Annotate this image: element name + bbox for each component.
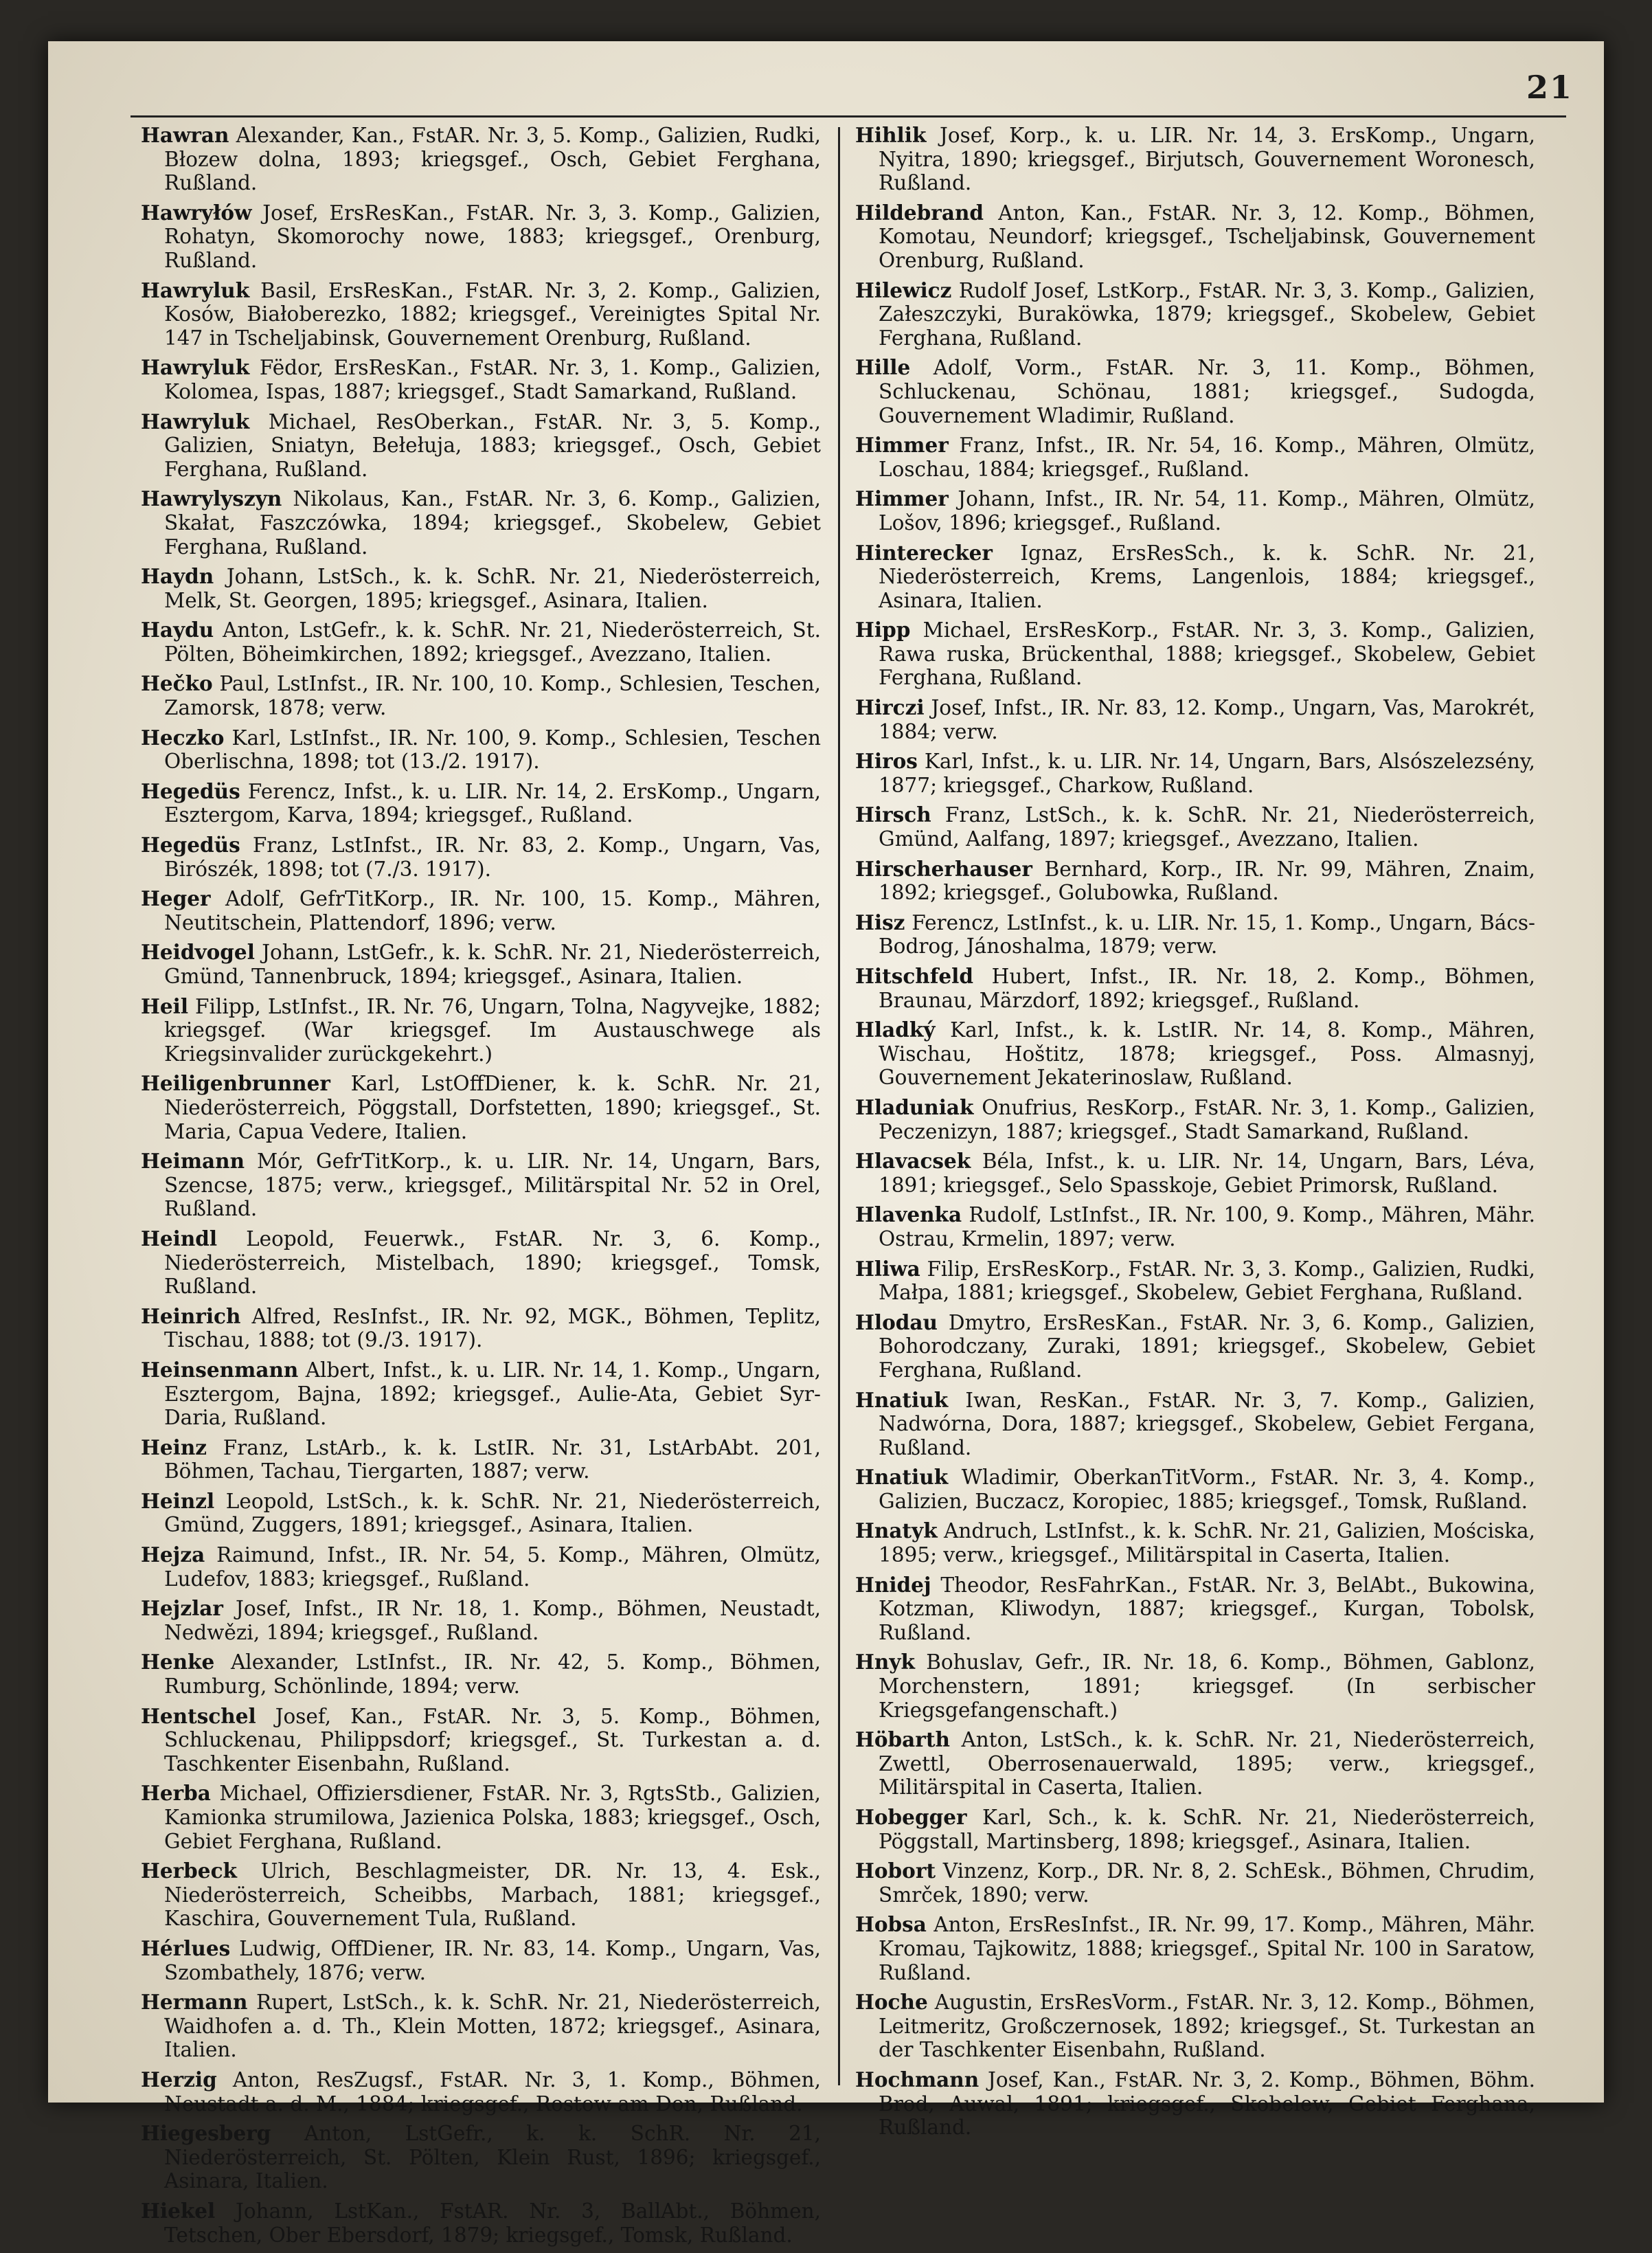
entry-details: Josef, Korp., k. u. LIR. Nr. 14, 3. ErsKomp., Ungarn, Nyitra, 1890; kriegsgef., Birjutsch, Gouvernement Woronesch, Rußland.: [879, 124, 1535, 195]
register-entry: [855, 911, 1535, 959]
register-entry: [855, 201, 1535, 273]
entry-details: Anton, ErsResInfst., IR. Nr. 99, 17. Komp., Mähren, Mähr. Kromau, Tajkowitz, 1888; kriegsgef., Spital Nr. 100 in Saratow, Rußland.: [879, 1913, 1535, 1984]
register-entry: [855, 124, 1535, 195]
entry-details: Michael, Offiziersdiener, FstAR. Nr. 3, RgtsStb., Galizien, Kamionka strumilowa, Jazienica Polska, 1883; kriegsgef., Osch, Gebiet Ferghana, Rußland.: [164, 1782, 821, 1853]
register-entry: [855, 1096, 1535, 1143]
entry-details: Franz, LstInfst., IR. Nr. 83, 2. Komp., Ungarn, Vas, Birószék, 1898; tot (7./3. 1917).: [164, 833, 821, 881]
register-entry: [141, 1859, 821, 1931]
entry-surname: Heczko: [141, 725, 225, 750]
register-entry: [141, 565, 821, 612]
entry-surname: Hisz: [855, 910, 905, 934]
entry-surname: Hladuniak: [855, 1095, 974, 1119]
entry-surname: Hegedüs: [141, 778, 240, 803]
register-entry: [855, 1466, 1535, 1513]
entry-details: Karl, Sch., k. k. SchR. Nr. 21, Niederösterreich, Pöggstall, Martinsberg, 1898; kriegsgef., Asinara, Italien.: [879, 1806, 1535, 1853]
entry-surname: Hildebrand: [855, 200, 984, 225]
entry-details: Johann, LstSch., k. k. SchR. Nr. 21, Niederösterreich, Melk, St. Georgen, 1895; kriegsgef., Asinara, Italien.: [164, 565, 821, 612]
entry-surname: Himmer: [855, 433, 949, 458]
entry-details: Josef, Infst., IR Nr. 18, 1. Komp., Böhmen, Neustadt, Nedwězi, 1894; kriegsgef., Rußland.: [164, 1597, 821, 1644]
entry-details: Alexander, LstInfst., IR. Nr. 42, 5. Komp., Böhmen, Rumburg, Schönlinde, 1894; verw.: [164, 1650, 821, 1699]
register-entry: [141, 487, 821, 559]
entry-details: Nikolaus, Kan., FstAR. Nr. 3, 6. Komp., Galizien, Skałat, Faszczówka, 1894; kriegsgef., Skobelew, Gebiet Ferghana, Rußland.: [164, 487, 821, 559]
entry-details: Leopold, LstSch., k. k. SchR. Nr. 21, Niederösterreich, Gmünd, Zuggers, 1891; kriegsgef., Asinara, Italien.: [164, 1489, 821, 1537]
entry-details: Ludwig, OffDiener, IR. Nr. 83, 14. Komp., Ungarn, Vas, Szombathely, 1876; verw.: [164, 1936, 821, 1984]
entry-surname: Hnatyk: [855, 1518, 938, 1543]
entry-surname: Herbeck: [141, 1859, 237, 1883]
entry-surname: Hejza: [141, 1543, 205, 1567]
register-entry: [855, 1311, 1535, 1382]
entry-details: Anton, LstGefr., k. k. SchR. Nr. 21, Niederösterreich, St. Pölten, Böheimkirchen, 1892; kriegsgef., Avezzano, Italien.: [164, 618, 821, 666]
entry-details: Josef, Kan., FstAR. Nr. 3, 2. Komp., Böhmen, Böhm. Brod, Auwal, 1891; kriegsgef., Skobelew, Gebiet Ferghana, Rußland.: [879, 2067, 1535, 2140]
entry-details: Rudolf Josef, LstKorp., FstAR. Nr. 3, 3. Komp., Galizien, Załeszczyki, Buraköwka, 1879; kriegsgef., Skobelew, Gebiet Ferghana, Rußland.: [879, 278, 1535, 350]
entry-surname: Hiegesberg: [141, 2121, 271, 2146]
entry-details: Anton, LstSch., k. k. SchR. Nr. 21, Niederösterreich, Zwettl, Oberrosenauerwald, 1895; verw., kriegsgef., Militärspital in Caserta, Italien.: [879, 1728, 1535, 1800]
entry-details: Michael, ResOberkan., FstAR. Nr. 3, 5. Komp., Galizien, Sniatyn, Bełełuja, 1883; kriegsgef., Osch, Gebiet Ferghana, Rußland.: [164, 410, 821, 481]
register-entry: [141, 672, 821, 719]
entry-details: Adolf, GefrTitKorp., IR. Nr. 100, 15. Komp., Mähren, Neutitschein, Plattendorf, 1896; verw.: [164, 887, 821, 934]
entry-details: Filip, ErsResKorp., FstAR. Nr. 3, 3. Komp., Galizien, Rudki, Małpa, 1881; kriegsgef., Skobelew, Gebiet Ferghana, Rußland.: [879, 1257, 1535, 1305]
register-entry: [855, 858, 1535, 905]
entry-details: Josef, Kan., FstAR. Nr. 3, 5. Komp., Böhmen, Schluckenau, Philippsdorf; kriegsgef., St. Turkestan a. d. Taschkenter Eisenbahn, Rußland.: [164, 1704, 821, 1775]
entry-details: Karl, LstInfst., IR. Nr. 100, 9. Komp., Schlesien, Teschen Oberlischna, 1898; tot (13./2. 1917).: [164, 726, 821, 774]
entry-details: Hubert, Infst., IR. Nr. 18, 2. Komp., Böhmen, Braunau, Märzdorf, 1892; kriegsgef., Rußland.: [879, 965, 1535, 1012]
entry-surname: Herba: [141, 1781, 211, 1806]
register-entry: [141, 1358, 821, 1430]
register-entry: [141, 780, 821, 827]
entry-details: Basil, ErsResKan., FstAR. Nr. 3, 2. Komp., Galizien, Kosów, Białoberezko, 1882; kriegsgef., Vereinigtes Spital Nr. 147 in Tscheljabinsk, Gouvernement Orenburg, Rußland.: [164, 278, 821, 350]
register-entry: [855, 434, 1535, 481]
entry-surname: Heger: [141, 886, 211, 911]
entry-surname: Hipp: [855, 618, 911, 642]
entry-details: Karl, Infst., k. k. LstIR. Nr. 14, 8. Komp., Mähren, Wischau, Hoštitz, 1878; kriegsgef., Poss. Almasnyj, Gouvernement Jekaterinoslaw, Rußland.: [879, 1018, 1535, 1090]
entry-details: Fëdor, ErsResKan., FstAR. Nr. 3, 1. Komp., Galizien, Kolomea, Ispas, 1887; kriegsgef., Stadt Samarkand, Rußland.: [164, 356, 821, 403]
entry-surname: Hérlues: [141, 1936, 231, 1960]
entry-surname: Hladký: [855, 1018, 936, 1042]
entry-surname: Haydu: [141, 618, 214, 642]
entry-details: Franz, LstSch., k. k. SchR. Nr. 21, Niederösterreich, Gmünd, Aalfang, 1897; kriegsgef., Avezzano, Italien.: [879, 803, 1535, 851]
register-entry: [141, 1597, 821, 1644]
column-divider: [838, 127, 840, 2085]
register-entry: [141, 1072, 821, 1143]
entry-surname: Hille: [855, 355, 911, 380]
register-entry: [141, 2199, 821, 2247]
entry-details: Franz, Infst., IR. Nr. 54, 16. Komp., Mähren, Olmütz, Loschau, 1884; kriegsgef., Rußland.: [879, 434, 1535, 481]
entry-surname: Hobsa: [855, 1912, 927, 1937]
register-entry: [855, 1991, 1535, 2062]
entry-surname: Hiekel: [141, 2198, 216, 2223]
entry-surname: Hochmann: [855, 2067, 980, 2092]
entry-surname: Hiros: [855, 749, 918, 774]
entry-details: Rupert, LstSch., k. k. SchR. Nr. 21, Niederösterreich, Waidhofen a. d. Th., Klein Motten, 1872; kriegsgef., Asinara, Italien.: [164, 1991, 821, 2062]
entry-surname: Hobegger: [855, 1805, 967, 1829]
entry-surname: Haydn: [141, 564, 214, 589]
register-entry: [855, 1806, 1535, 1853]
top-rule: [131, 115, 1566, 117]
entry-surname: Hirczi: [855, 695, 925, 720]
entry-details: Josef, ErsResKan., FstAR. Nr. 3, 3. Komp., Galizien, Rohatyn, Skomorochy nowe, 1883; kriegsgef., Orenburg, Rußland.: [164, 201, 821, 272]
entry-details: Augustin, ErsResVorm., FstAR. Nr. 3, 12. Komp., Böhmen, Leitmeritz, Großczernosek, 1892; kriegsgef., St. Turkestan an der Taschkenter Eisenbahn, Rußland.: [879, 1991, 1535, 2062]
entry-details: Mór, GefrTitKorp., k. u. LIR. Nr. 14, Ungarn, Bars, Szencse, 1875; verw., kriegsgef., Militärspital Nr. 52 in Orel, Rußland.: [164, 1150, 821, 1221]
entry-surname: Hinterecker: [855, 540, 993, 565]
entry-surname: Hlodau: [855, 1310, 938, 1334]
register-entry: [855, 1150, 1535, 1197]
page-number: 21: [1526, 69, 1573, 106]
register-entry: [141, 995, 821, 1066]
entry-details: Johann, Infst., IR. Nr. 54, 11. Komp., Mähren, Olmütz, Lošov, 1896; kriegsgef., Rußland.: [879, 487, 1535, 535]
entry-surname: Hawryluk: [141, 355, 250, 380]
entry-surname: Himmer: [855, 486, 949, 511]
entry-surname: Hawryluk: [141, 278, 250, 302]
register-entry: [141, 279, 821, 350]
entry-surname: Heil: [141, 994, 189, 1018]
register-entry: [141, 726, 821, 774]
register-entry: [855, 487, 1535, 535]
register-entry: [141, 1227, 821, 1299]
register-entry: [855, 1519, 1535, 1567]
entry-surname: Hirscherhauser: [855, 856, 1032, 881]
entry-details: Alexander, Kan., FstAR. Nr. 3, 5. Komp., Galizien, Rudki, Błozew dolna, 1893; kriegsgef., Osch, Gebiet Ferghana, Rußland.: [164, 124, 821, 195]
entry-details: Josef, Infst., IR. Nr. 83, 12. Komp., Ungarn, Vas, Marokrét, 1884; verw.: [879, 696, 1535, 743]
register-entry: [141, 833, 821, 881]
entry-surname: Hihlik: [855, 123, 927, 147]
register-entry: [141, 1650, 821, 1698]
register-entry: [141, 201, 821, 273]
entry-details: Karl, Infst., k. u. LIR. Nr. 14, Ungarn, Bars, Alsószelezsény, 1877; kriegsgef., Charkow, Rußland.: [879, 750, 1535, 797]
entry-details: Dmytro, ErsResKan., FstAR. Nr. 3, 6. Komp., Galizien, Bohorodczany, Zuraki, 1891; kriegsgef., Skobelew, Gebiet Ferghana, Rußland.: [879, 1310, 1535, 1382]
entry-details: Johann, LstKan., FstAR. Nr. 3, BallAbt., Böhmen, Tetschen, Ober Ebersdorf, 1879; kriegsgef., Tomsk, Rußland.: [164, 2199, 821, 2247]
entry-details: Leopold, Feuerwk., FstAR. Nr. 3, 6. Komp., Niederösterreich, Mistelbach, 1890; kriegsgef., Tomsk, Rußland.: [164, 1226, 821, 1299]
entry-details: Vinzenz, Korp., DR. Nr. 8, 2. SchEsk., Böhmen, Chrudim, Smrček, 1890; verw.: [879, 1859, 1535, 1907]
entry-details: Iwan, ResKan., FstAR. Nr. 3, 7. Komp., Galizien, Nadwórna, Dora, 1887; kriegsgef., Skobelew, Gebiet Fergana, Rußland.: [879, 1388, 1535, 1459]
register-entry: [141, 618, 821, 666]
right-column: [855, 124, 1535, 2146]
register-entry: [141, 887, 821, 934]
entry-surname: Heinz: [141, 1435, 207, 1459]
register-entry: [855, 541, 1535, 613]
entry-details: Onufrius, ResKorp., FstAR. Nr. 3, 1. Komp., Galizien, Peczenizyn, 1887; kriegsgef., Stadt Samarkand, Rußland.: [879, 1095, 1535, 1143]
register-entry: [141, 1991, 821, 2062]
register-entry: [141, 356, 821, 403]
register-entry: [141, 410, 821, 482]
entry-surname: Hawran: [141, 123, 229, 147]
register-entry: [141, 1436, 821, 1483]
entry-details: Ulrich, Beschlagmeister, DR. Nr. 13, 4. Esk., Niederösterreich, Scheibbs, Marbach, 1881; kriegsgef., Kaschira, Gouvernement Tula, Rußland.: [164, 1859, 821, 1931]
register-entry: [141, 1150, 821, 1221]
register-entry: [855, 356, 1535, 427]
register-entry: [855, 2068, 1535, 2140]
register-entry: [141, 1937, 821, 1984]
register-entry: [141, 2068, 821, 2116]
entry-surname: Hawrylyszyn: [141, 486, 282, 511]
entry-surname: Heidvogel: [141, 940, 255, 965]
entry-surname: Hnyk: [855, 1650, 915, 1674]
entry-surname: Hirsch: [855, 803, 931, 827]
register-entry: [855, 750, 1535, 797]
entry-surname: Herzig: [141, 2067, 217, 2092]
entry-surname: Heindl: [141, 1226, 218, 1251]
register-entry: [141, 1705, 821, 1776]
entry-details: Anton, ResZugsf., FstAR. Nr. 3, 1. Komp., Böhmen, Neustadt a. d. M., 1884; kriegsgef., Rostow am Don, Rußland.: [164, 2067, 821, 2116]
entry-details: Adolf, Vorm., FstAR. Nr. 3, 11. Komp., Böhmen, Schluckenau, Schönau, 1881; kriegsgef., Sudogda, Gouvernement Wladimir, Rußland.: [879, 356, 1535, 427]
register-entry: [855, 1913, 1535, 1984]
entry-details: Johann, LstGefr., k. k. SchR. Nr. 21, Niederösterreich, Gmünd, Tannenbruck, 1894; kriegsgef., Asinara, Italien.: [164, 941, 821, 988]
entry-surname: Hitschfeld: [855, 964, 974, 988]
register-entry: [855, 1018, 1535, 1090]
entry-surname: Hejzlar: [141, 1596, 223, 1621]
register-entry: [855, 1257, 1535, 1305]
entry-details: Ferencz, LstInfst., k. u. LIR. Nr. 15, 1. Komp., Ungarn, Bács-Bodrog, Jánoshalma, 1879; verw.: [879, 910, 1535, 959]
register-entry: [855, 1650, 1535, 1722]
left-column: [141, 124, 821, 2253]
entry-surname: Heimann: [141, 1149, 245, 1174]
entry-details: Béla, Infst., k. u. LIR. Nr. 14, Ungarn, Bars, Léva, 1891; kriegsgef., Selo Spasskoje, Gebiet Primorsk, Rußland.: [879, 1150, 1535, 1197]
register-entry: [855, 965, 1535, 1012]
entry-surname: Hnatiuk: [855, 1465, 949, 1490]
entry-details: Michael, ErsResKorp., FstAR. Nr. 3, 3. Komp., Galizien, Rawa ruska, Brückenthal, 1888; kriegsgef., Skobelew, Gebiet Ferghana, Rußland.: [879, 618, 1535, 690]
entry-surname: Hliwa: [855, 1256, 920, 1281]
entry-surname: Hobort: [855, 1859, 936, 1883]
document-page: [48, 41, 1604, 2247]
register-entry: [141, 124, 821, 195]
entry-details: Karl, LstOffDiener, k. k. SchR. Nr. 21, Niederösterreich, Pöggstall, Dorfstetten, 1890; kriegsgef., St. Maria, Capua Vedere, Italien.: [164, 1072, 821, 1143]
register-entry: [141, 941, 821, 988]
entry-surname: Hawryłów: [141, 200, 252, 225]
register-entry: [855, 696, 1535, 743]
entry-surname: Hnidej: [855, 1572, 931, 1597]
entry-surname: Hentschel: [141, 1703, 256, 1728]
register-entry: [855, 1859, 1535, 1907]
entry-details: Filipp, LstInfst., IR. Nr. 76, Ungarn, Tolna, Nagyvejke, 1882; kriegsgef. (War kriegsgef. Im Austauschwege als Kriegsinvalider zurückgekehrt.): [164, 994, 821, 1066]
entry-surname: Henke: [141, 1650, 215, 1674]
entry-details: Alfred, ResInfst., IR. Nr. 92, MGK., Böhmen, Teplitz, Tischau, 1888; tot (9./3. 1917).: [164, 1304, 821, 1352]
entry-details: Theodor, ResFahrKan., FstAR. Nr. 3, BelAbt., Bukowina, Kotzman, Kliwodyn, 1887; kriegsgef., Kurgan, Tobolsk, Rußland.: [879, 1573, 1535, 1644]
entry-details: Franz, LstArb., k. k. LstIR. Nr. 31, LstArbAbt. 201, Böhmen, Tachau, Tiergarten, 1887; verw.: [164, 1435, 821, 1483]
entry-details: Bernhard, Korp., IR. Nr. 99, Mähren, Znaim, 1892; kriegsgef., Golubowka, Rußland.: [879, 857, 1535, 905]
entry-details: Raimund, Infst., IR. Nr. 54, 5. Komp., Mähren, Olmütz, Ludefov, 1883; kriegsgef., Rußland.: [164, 1543, 821, 1591]
entry-surname: Heiligenbrunner: [141, 1071, 330, 1096]
register-entry: [855, 1728, 1535, 1800]
entry-details: Paul, LstInfst., IR. Nr. 100, 10. Komp., Schlesien, Teschen, Zamorsk, 1878; verw.: [164, 672, 821, 720]
entry-surname: Höbarth: [855, 1727, 950, 1752]
entry-surname: Heinrich: [141, 1303, 241, 1328]
entry-surname: Hermann: [141, 1990, 248, 2015]
entry-details: Wladimir, OberkanTitVorm., FstAR. Nr. 3, 4. Komp., Galizien, Buczacz, Koropiec, 1885; kriegsgef., Tomsk, Rußland.: [879, 1466, 1535, 1513]
register-entry: [141, 1543, 821, 1591]
entry-surname: Hnatiuk: [855, 1387, 949, 1412]
entry-surname: Hawryluk: [141, 409, 250, 434]
entry-surname: Hlavacsek: [855, 1149, 971, 1174]
entry-surname: Hoche: [855, 1990, 928, 2015]
entry-surname: Hlavenka: [855, 1202, 962, 1227]
entry-surname: Heinsenmann: [141, 1357, 299, 1382]
entry-details: Anton, LstGefr., k. k. SchR. Nr. 21, Niederösterreich, St. Pölten, Klein Rust, 1896; kriegsgef., Asinara, Italien.: [164, 2122, 821, 2193]
entry-surname: Hečko: [141, 671, 213, 696]
entry-details: Ignaz, ErsResSch., k. k. SchR. Nr. 21, Niederösterreich, Krems, Langenlois, 1884; kriegsgef., Asinara, Italien.: [879, 541, 1535, 612]
entry-details: Anton, Kan., FstAR. Nr. 3, 12. Komp., Böhmen, Komotau, Neundorf; kriegsgef., Tscheljabinsk, Gouvernement Orenburg, Rußland.: [879, 201, 1535, 272]
register-entry: [855, 279, 1535, 350]
entry-details: Albert, Infst., k. u. LIR. Nr. 14, 1. Komp., Ungarn, Esztergom, Bajna, 1892; kriegsgef., Aulie-Ata, Gebiet Syr-Daria, Rußland.: [164, 1358, 821, 1430]
register-entry: [855, 1573, 1535, 1645]
entry-surname: Hilewicz: [855, 278, 952, 302]
entry-surname: Heinzl: [141, 1488, 215, 1513]
register-entry: [855, 1389, 1535, 1460]
entry-details: Ferencz, Infst., k. u. LIR. Nr. 14, 2. ErsKomp., Ungarn, Esztergom, Karva, 1894; kriegsgef., Rußland.: [164, 779, 821, 827]
register-entry: [141, 1782, 821, 1853]
register-entry: [141, 1490, 821, 1537]
register-entry: [855, 618, 1535, 690]
entry-details: Rudolf, LstInfst., IR. Nr. 100, 9. Komp., Mähren, Mähr. Ostrau, Krmelin, 1897; verw.: [879, 1203, 1535, 1251]
register-entry: [855, 803, 1535, 851]
entry-surname: Hegedüs: [141, 833, 240, 858]
register-entry: [141, 1305, 821, 1352]
register-entry: [141, 2122, 821, 2193]
register-entry: [855, 1203, 1535, 1251]
entry-details: Andruch, LstInfst., k. k. SchR. Nr. 21, Galizien, Mościska, 1895; verw., kriegsgef., Militärspital in Caserta, Italien.: [879, 1519, 1535, 1567]
entry-details: Bohuslav, Gefr., IR. Nr. 18, 6. Komp., Böhmen, Gablonz, Morchenstern, 1891; kriegsgef. (In serbischer Kriegsgefangenschaft.): [879, 1650, 1535, 1722]
